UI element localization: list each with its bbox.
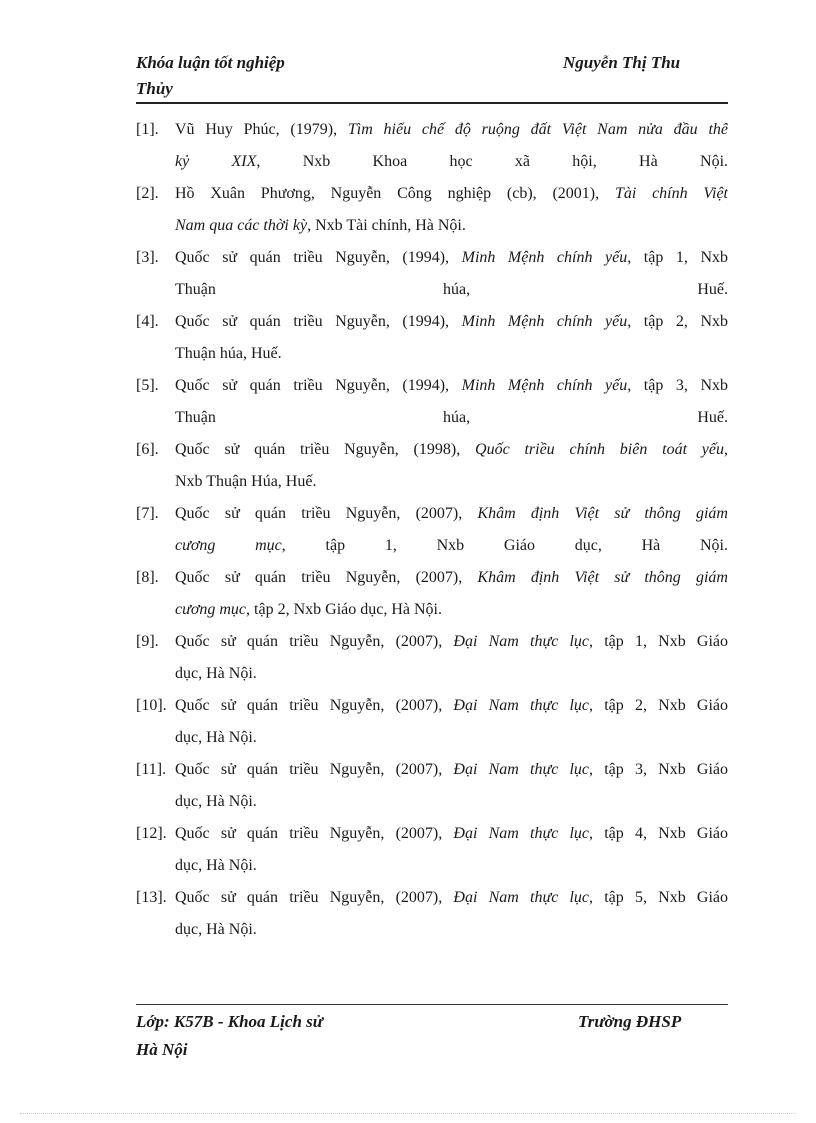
reference-number: [7]. <box>136 505 159 522</box>
reference-number: [1]. <box>136 121 159 138</box>
reference-publisher: , Nxb Khoa học xã hội, Hà Nội. <box>256 153 728 170</box>
reference-line-2 <box>175 274 728 306</box>
header-rule <box>136 102 728 104</box>
reference-publisher: Thuận húa, Huế. <box>175 281 728 298</box>
header-left-line2: Thủy <box>136 79 173 98</box>
reference-item <box>136 306 728 370</box>
reference-publisher: dục, Hà Nội. <box>175 729 257 746</box>
reference-line-1 <box>175 434 728 466</box>
reference-number: [2]. <box>136 185 159 202</box>
reference-line-1 <box>175 690 728 722</box>
reference-line-1 <box>175 242 728 274</box>
reference-publisher: Nxb Thuận Húa, Huế. <box>175 473 317 490</box>
reference-title: Khâm định Việt sử thông giám <box>477 505 728 522</box>
reference-item <box>136 242 728 306</box>
reference-number: [5]. <box>136 377 159 394</box>
reference-number: [9]. <box>136 633 159 650</box>
reference-authors: Hồ Xuân Phương, Nguyễn Công nghiệp (cb), (2001), <box>175 185 615 202</box>
footer-rule <box>136 1004 728 1005</box>
reference-authors: Quốc sử quán triều Nguyễn, (1994), <box>175 377 462 394</box>
reference-line-2 <box>175 658 728 690</box>
reference-item <box>136 690 728 754</box>
reference-number: [8]. <box>136 569 159 586</box>
header-right: Nguyễn Thị Thu <box>563 53 681 72</box>
reference-item <box>136 562 728 626</box>
reference-title: Quốc triều chính biên toát yếu <box>475 441 725 458</box>
reference-publisher: , <box>724 441 728 458</box>
reference-title: Đại Nam thực lục <box>453 761 590 778</box>
reference-title: Đại Nam thực lục <box>453 889 590 906</box>
reference-line-1 <box>175 114 728 146</box>
reference-item <box>136 178 728 242</box>
reference-line-1 <box>175 626 728 658</box>
reference-item <box>136 434 728 498</box>
reference-line-2 <box>175 722 728 754</box>
reference-line-2 <box>175 338 728 370</box>
reference-publisher: dục, Hà Nội. <box>175 665 257 682</box>
reference-authors: Quốc sử quán triều Nguyễn, (2007), <box>175 633 454 650</box>
reference-publisher: , tập 1, Nxb <box>627 249 728 266</box>
reference-line-2 <box>175 210 728 242</box>
reference-publisher: , tập 3, Nxb Giáo <box>589 761 728 778</box>
reference-line-1 <box>175 178 728 210</box>
reference-authors: Quốc sử quán triều Nguyễn, (2007), <box>175 697 454 714</box>
reference-title-cont: kỷ XIX <box>175 153 257 170</box>
reference-line-1 <box>175 562 728 594</box>
reference-item <box>136 370 728 434</box>
reference-authors: Vũ Huy Phúc, (1979), <box>175 121 348 138</box>
reference-item <box>136 626 728 690</box>
reference-publisher: , tập 2, Nxb <box>627 313 728 330</box>
reference-publisher: Thuận húa, Huế. <box>175 409 728 426</box>
reference-publisher: Thuận húa, Huế. <box>175 345 282 362</box>
footer-left-line2: Hà Nội <box>136 1040 188 1059</box>
reference-authors: Quốc sử quán triều Nguyễn, (2007), <box>175 761 454 778</box>
reference-publisher: dục, Hà Nội. <box>175 793 257 810</box>
reference-line-2 <box>175 466 728 498</box>
reference-item <box>136 498 728 562</box>
reference-title: Đại Nam thực lục <box>453 633 590 650</box>
reference-title-cont: cương mục <box>175 601 247 618</box>
reference-number: [4]. <box>136 313 159 330</box>
reference-list <box>136 114 728 946</box>
reference-line-2 <box>175 850 728 882</box>
reference-title: Đại Nam thực lục <box>453 825 590 842</box>
reference-authors: Quốc sử quán triều Nguyễn, (2007), <box>175 889 454 906</box>
reference-item <box>136 114 728 178</box>
reference-number: [6]. <box>136 441 159 458</box>
reference-title: Minh Mệnh chính yếu <box>461 313 628 330</box>
reference-line-2 <box>175 146 728 178</box>
reference-title: Khâm định Việt sử thông giám <box>477 569 728 586</box>
reference-title: Minh Mệnh chính yếu <box>461 377 628 394</box>
reference-line-1 <box>175 498 728 530</box>
reference-title: Đại Nam thực lục <box>453 697 590 714</box>
reference-publisher: , tập 4, Nxb Giáo <box>589 825 728 842</box>
reference-number: [3]. <box>136 249 159 266</box>
reference-line-2 <box>175 914 728 946</box>
reference-title: Minh Mệnh chính yếu <box>461 249 628 266</box>
reference-line-2 <box>175 402 728 434</box>
reference-publisher: , tập 5, Nxb Giáo <box>589 889 728 906</box>
reference-authors: Quốc sử quán triều Nguyễn, (1998), <box>175 441 476 458</box>
reference-publisher: , Nxb Tài chính, Hà Nội. <box>307 217 466 234</box>
reference-line-2 <box>175 786 728 818</box>
reference-line-2 <box>175 530 728 562</box>
reference-number: [12]. <box>136 825 167 842</box>
header-left: Khóa luận tốt nghiệp <box>136 53 285 72</box>
footer-right: Trường ĐHSP <box>578 1012 682 1031</box>
reference-line-1 <box>175 882 728 914</box>
footer-left: Lớp: K57B - Khoa Lịch sử <box>136 1012 323 1031</box>
reference-publisher: , tập 1, Nxb Giáo <box>589 633 728 650</box>
reference-authors: Quốc sử quán triều Nguyễn, (2007), <box>175 569 478 586</box>
reference-authors: Quốc sử quán triều Nguyễn, (2007), <box>175 505 478 522</box>
reference-item <box>136 754 728 818</box>
page-edge-dots <box>20 1113 796 1114</box>
reference-number: [13]. <box>136 889 167 906</box>
reference-authors: Quốc sử quán triều Nguyễn, (1994), <box>175 313 462 330</box>
reference-number: [10]. <box>136 697 167 714</box>
reference-item <box>136 882 728 946</box>
reference-line-1 <box>175 754 728 786</box>
reference-authors: Quốc sử quán triều Nguyễn, (2007), <box>175 825 454 842</box>
reference-publisher: dục, Hà Nội. <box>175 921 257 938</box>
reference-number: [11]. <box>136 761 167 778</box>
reference-publisher: dục, Hà Nội. <box>175 857 257 874</box>
reference-title: Tìm hiểu chế độ ruộng đất Việt Nam nửa đầu thế <box>347 121 728 138</box>
reference-line-1 <box>175 370 728 402</box>
reference-title: Tài chính Việt <box>614 185 728 202</box>
reference-line-2 <box>175 594 728 626</box>
reference-line-1 <box>175 818 728 850</box>
reference-publisher: , tập 3, Nxb <box>627 377 728 394</box>
reference-title-cont: cương mục <box>175 537 282 554</box>
reference-publisher: , tập 2, Nxb Giáo dục, Hà Nội. <box>246 601 442 618</box>
reference-publisher: , tập 2, Nxb Giáo <box>589 697 728 714</box>
reference-publisher: , tập 1, Nxb Giáo dục, Hà Nội. <box>281 537 728 554</box>
reference-title-cont: Nam qua các thời kỳ <box>175 217 308 234</box>
reference-authors: Quốc sử quán triều Nguyễn, (1994), <box>175 249 462 266</box>
reference-line-1 <box>175 306 728 338</box>
reference-item <box>136 818 728 882</box>
